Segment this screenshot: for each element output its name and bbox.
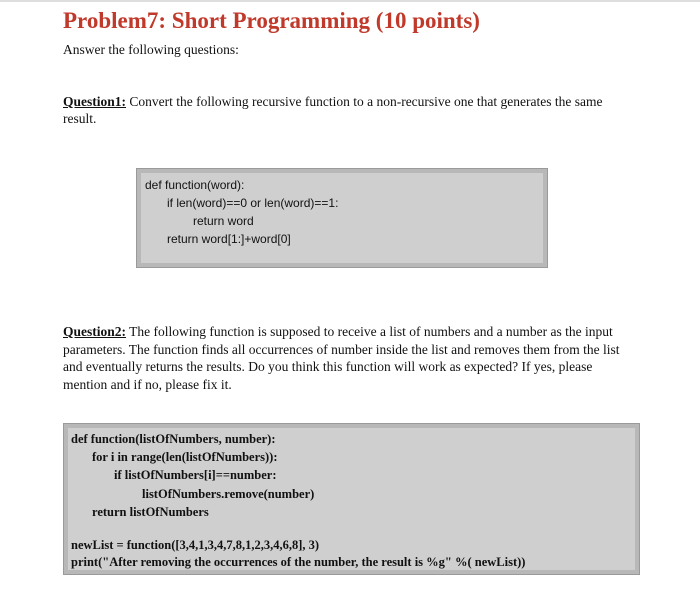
question2-paragraph [63, 323, 628, 393]
code-line: def function(listOfNumbers, number): [71, 432, 276, 446]
question2-label: Question2: [63, 324, 127, 339]
question1-label: Question1: [63, 94, 127, 109]
code-line: return word[1:]+word[0] [167, 232, 291, 246]
question2-text: The following function is supposed to receive a list of numbers and a number as the input parameters. The function finds all occurrences of number inside the list and removes them from the list and eventually returns the results. Do you think this function will work as expected? If yes, please mention and if no, please fix it. [63, 324, 620, 392]
top-divider [0, 0, 700, 2]
intro-text: Answer the following questions: [63, 42, 239, 57]
code-line: return word [193, 214, 254, 228]
code-line: if listOfNumbers[i]==number: [114, 468, 277, 482]
code-line: listOfNumbers.remove(number) [142, 487, 315, 501]
code-line: newList = function([3,4,1,3,4,7,8,1,2,3,4,6,8], 3) [71, 538, 320, 552]
code-line: if len(word)==0 or len(word)==1: [167, 196, 339, 210]
question1-paragraph [63, 93, 623, 127]
code-line: return listOfNumbers [92, 505, 209, 519]
problem-title: Problem7: Short Programming (10 points) [63, 8, 480, 33]
question1-code-content [141, 173, 543, 263]
code-line: print("After removing the occurrences of the number, the result is %g" %( newList)) [71, 555, 526, 569]
code-line: def function(word): [145, 178, 245, 192]
question2-code-box [63, 423, 640, 575]
question1-code-box [136, 168, 548, 268]
question1-text: Convert the following recursive function to a non-recursive one that generates the same result. [63, 94, 603, 126]
question2-code-content [68, 428, 635, 570]
code-line: for i in range(len(listOfNumbers)): [92, 450, 278, 464]
